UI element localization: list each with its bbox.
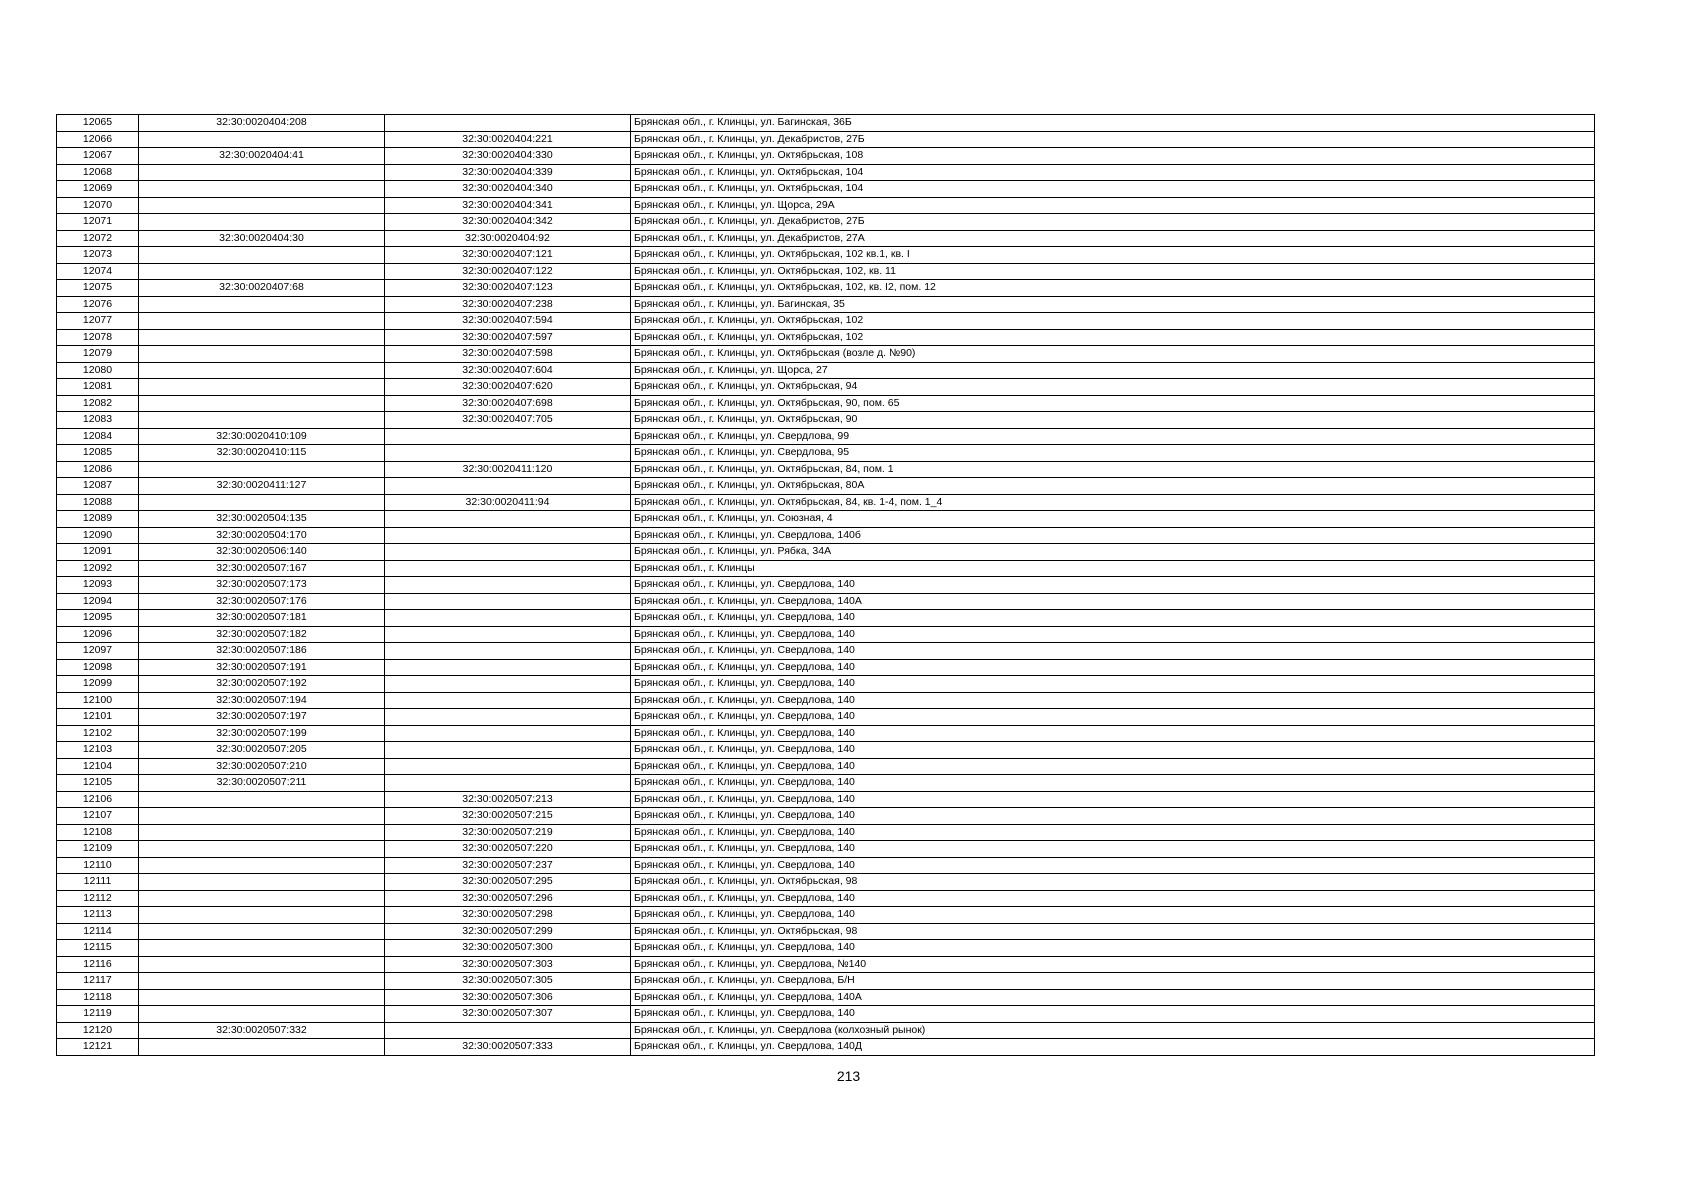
table-row [57,511,1595,528]
row-number-cell: 12117 [57,973,139,990]
row-number-cell: 12098 [57,659,139,676]
table-row [57,676,1595,693]
related-cadastral-number-cell [385,1022,631,1039]
related-cadastral-number-cell: 32:30:0020507:296 [385,890,631,907]
row-number-cell: 12080 [57,362,139,379]
cadastral-number-cell: 32:30:0020410:109 [139,428,385,445]
table-row [57,115,1595,132]
cadastral-number-cell [139,923,385,940]
address-cell: Брянская обл., г. Клинцы, ул. Свердлова, 140 [631,676,1595,693]
address-cell: Брянская обл., г. Клинцы, ул. Свердлова, 140 [631,643,1595,660]
address-cell: Брянская обл., г. Клинцы, ул. Свердлова, 95 [631,445,1595,462]
related-cadastral-number-cell [385,544,631,561]
cadastral-number-cell: 32:30:0020507:182 [139,626,385,643]
cadastral-number-cell: 32:30:0020507:173 [139,577,385,594]
cadastral-number-cell [139,362,385,379]
cadastral-number-cell: 32:30:0020507:192 [139,676,385,693]
table-row [57,280,1595,297]
row-number-cell: 12083 [57,412,139,429]
cadastral-number-cell [139,247,385,264]
row-number-cell: 12094 [57,593,139,610]
address-cell: Брянская обл., г. Клинцы, ул. Свердлова, 140 [631,725,1595,742]
row-number-cell: 12113 [57,907,139,924]
row-number-cell: 12100 [57,692,139,709]
row-number-cell: 12084 [57,428,139,445]
cadastral-number-cell: 32:30:0020507:199 [139,725,385,742]
row-number-cell: 12075 [57,280,139,297]
address-cell: Брянская обл., г. Клинцы, ул. Октябрьская, 102 [631,313,1595,330]
address-cell: Брянская обл., г. Клинцы, ул. Свердлова, 140 [631,857,1595,874]
related-cadastral-number-cell: 32:30:0020507:220 [385,841,631,858]
address-cell: Брянская обл., г. Клинцы, ул. Свердлова, 140Д [631,1039,1595,1056]
row-number-cell: 12095 [57,610,139,627]
table-row [57,329,1595,346]
table-row [57,1006,1595,1023]
table-row [57,478,1595,495]
row-number-cell: 12106 [57,791,139,808]
table-body [57,115,1595,1056]
table-row [57,395,1595,412]
row-number-cell: 12078 [57,329,139,346]
row-number-cell: 12076 [57,296,139,313]
address-cell: Брянская обл., г. Клинцы, ул. Щорса, 27 [631,362,1595,379]
row-number-cell: 12105 [57,775,139,792]
row-number-cell: 12070 [57,197,139,214]
page-number: 213 [836,1068,861,1084]
related-cadastral-number-cell [385,428,631,445]
address-cell: Брянская обл., г. Клинцы [631,560,1595,577]
related-cadastral-number-cell: 32:30:0020411:120 [385,461,631,478]
table-row [57,758,1595,775]
address-cell: Брянская обл., г. Клинцы, ул. Свердлова, 140 [631,940,1595,957]
row-number-cell: 12066 [57,131,139,148]
cadastral-number-cell: 32:30:0020411:127 [139,478,385,495]
address-cell: Брянская обл., г. Клинцы, ул. Октябрьская, 84, пом. 1 [631,461,1595,478]
row-number-cell: 12104 [57,758,139,775]
address-cell: Брянская обл., г. Клинцы, ул. Октябрьская, 90, пом. 65 [631,395,1595,412]
table-row [57,742,1595,759]
table-row [57,659,1595,676]
cadastral-number-cell: 32:30:0020507:197 [139,709,385,726]
cadastral-number-cell: 32:30:0020507:191 [139,659,385,676]
address-cell: Брянская обл., г. Клинцы, ул. Свердлова (колхозный рынок) [631,1022,1595,1039]
row-number-cell: 12096 [57,626,139,643]
related-cadastral-number-cell [385,115,631,132]
address-cell: Брянская обл., г. Клинцы, ул. Свердлова, 140 [631,692,1595,709]
related-cadastral-number-cell [385,445,631,462]
cadastral-number-cell [139,197,385,214]
cadastral-number-cell [139,890,385,907]
row-number-cell: 12069 [57,181,139,198]
row-number-cell: 12118 [57,989,139,1006]
cadastral-number-cell: 32:30:0020504:135 [139,511,385,528]
row-number-cell: 12101 [57,709,139,726]
row-number-cell: 12092 [57,560,139,577]
cadastral-number-cell [139,874,385,891]
related-cadastral-number-cell: 32:30:0020507:300 [385,940,631,957]
table-row [57,197,1595,214]
address-cell: Брянская обл., г. Клинцы, ул. Свердлова, 140 [631,626,1595,643]
related-cadastral-number-cell: 32:30:0020407:705 [385,412,631,429]
table-row [57,626,1595,643]
table-row [57,461,1595,478]
related-cadastral-number-cell: 32:30:0020407:604 [385,362,631,379]
row-number-cell: 12119 [57,1006,139,1023]
table-row [57,989,1595,1006]
address-cell: Брянская обл., г. Клинцы, ул. Свердлова, №140 [631,956,1595,973]
row-number-cell: 12103 [57,742,139,759]
address-cell: Брянская обл., г. Клинцы, ул. Свердлова, 140 [631,841,1595,858]
row-number-cell: 12077 [57,313,139,330]
address-cell: Брянская обл., г. Клинцы, ул. Рябка, 34А [631,544,1595,561]
address-cell: Брянская обл., г. Клинцы, ул. Свердлова, 99 [631,428,1595,445]
table-row [57,560,1595,577]
address-cell: Брянская обл., г. Клинцы, ул. Свердлова, 140 [631,758,1595,775]
table-row [57,544,1595,561]
row-number-cell: 12071 [57,214,139,231]
related-cadastral-number-cell [385,775,631,792]
cadastral-number-cell [139,857,385,874]
cadastral-number-cell [139,940,385,957]
row-number-cell: 12081 [57,379,139,396]
table-row [57,874,1595,891]
address-cell: Брянская обл., г. Клинцы, ул. Свердлова, 140 [631,577,1595,594]
related-cadastral-number-cell: 32:30:0020407:597 [385,329,631,346]
related-cadastral-number-cell: 32:30:0020407:620 [385,379,631,396]
address-cell: Брянская обл., г. Клинцы, ул. Свердлова, 140 [631,742,1595,759]
row-number-cell: 12091 [57,544,139,561]
table-row [57,940,1595,957]
table-row [57,230,1595,247]
address-cell: Брянская обл., г. Клинцы, ул. Свердлова, Б/Н [631,973,1595,990]
table-row [57,164,1595,181]
cadastral-number-cell: 32:30:0020506:140 [139,544,385,561]
cadastral-number-cell [139,824,385,841]
related-cadastral-number-cell [385,758,631,775]
row-number-cell: 12067 [57,148,139,165]
table-row [57,692,1595,709]
related-cadastral-number-cell: 32:30:0020507:237 [385,857,631,874]
table-row [57,610,1595,627]
row-number-cell: 12111 [57,874,139,891]
table-row [57,775,1595,792]
address-cell: Брянская обл., г. Клинцы, ул. Октябрьская, 104 [631,164,1595,181]
cadastral-table [56,114,1595,1056]
row-number-cell: 12102 [57,725,139,742]
address-cell: Брянская обл., г. Клинцы, ул. Свердлова, 140 [631,1006,1595,1023]
cadastral-number-cell [139,841,385,858]
row-number-cell: 12116 [57,956,139,973]
table-row [57,296,1595,313]
address-cell: Брянская обл., г. Клинцы, ул. Декабристов, 27А [631,230,1595,247]
row-number-cell: 12093 [57,577,139,594]
related-cadastral-number-cell: 32:30:0020407:123 [385,280,631,297]
address-cell: Брянская обл., г. Клинцы, ул. Октябрьская, 102, кв. I2, пом. 12 [631,280,1595,297]
cadastral-number-cell [139,164,385,181]
row-number-cell: 12065 [57,115,139,132]
table-row [57,907,1595,924]
address-cell: Брянская обл., г. Клинцы, ул. Октябрьская, 98 [631,923,1595,940]
address-cell: Брянская обл., г. Клинцы, ул. Багинская, 35 [631,296,1595,313]
address-cell: Брянская обл., г. Клинцы, ул. Свердлова, 140б [631,527,1595,544]
address-cell: Брянская обл., г. Клинцы, ул. Свердлова, 140 [631,890,1595,907]
related-cadastral-number-cell [385,626,631,643]
related-cadastral-number-cell: 32:30:0020404:330 [385,148,631,165]
related-cadastral-number-cell [385,692,631,709]
related-cadastral-number-cell [385,610,631,627]
table-row [57,494,1595,511]
address-cell: Брянская обл., г. Клинцы, ул. Свердлова, 140 [631,610,1595,627]
cadastral-number-cell: 32:30:0020404:30 [139,230,385,247]
related-cadastral-number-cell [385,593,631,610]
related-cadastral-number-cell: 32:30:0020404:340 [385,181,631,198]
cadastral-number-cell: 32:30:0020404:208 [139,115,385,132]
related-cadastral-number-cell [385,577,631,594]
cadastral-number-cell: 32:30:0020407:68 [139,280,385,297]
cadastral-number-cell: 32:30:0020507:181 [139,610,385,627]
address-cell: Брянская обл., г. Клинцы, ул. Союзная, 4 [631,511,1595,528]
table-row [57,973,1595,990]
table-row [57,445,1595,462]
related-cadastral-number-cell: 32:30:0020404:339 [385,164,631,181]
address-cell: Брянская обл., г. Клинцы, ул. Октябрьская, 90 [631,412,1595,429]
row-number-cell: 12085 [57,445,139,462]
address-cell: Брянская обл., г. Клинцы, ул. Октябрьская, 102, кв. 11 [631,263,1595,280]
table-row [57,709,1595,726]
cadastral-number-cell: 32:30:0020410:115 [139,445,385,462]
address-cell: Брянская обл., г. Клинцы, ул. Октябрьская, 108 [631,148,1595,165]
address-cell: Брянская обл., г. Клинцы, ул. Свердлова, 140 [631,709,1595,726]
address-cell: Брянская обл., г. Клинцы, ул. Октябрьская, 102 [631,329,1595,346]
related-cadastral-number-cell: 32:30:0020507:305 [385,973,631,990]
related-cadastral-number-cell [385,527,631,544]
cadastral-number-cell [139,395,385,412]
table-row [57,791,1595,808]
address-cell: Брянская обл., г. Клинцы, ул. Свердлова, 140А [631,989,1595,1006]
cadastral-number-cell [139,379,385,396]
cadastral-number-cell [139,296,385,313]
cadastral-number-cell: 32:30:0020507:211 [139,775,385,792]
cadastral-number-cell: 32:30:0020507:176 [139,593,385,610]
cadastral-number-cell [139,329,385,346]
row-number-cell: 12087 [57,478,139,495]
address-cell: Брянская обл., г. Клинцы, ул. Свердлова, 140 [631,775,1595,792]
address-cell: Брянская обл., г. Клинцы, ул. Декабристов, 27Б [631,214,1595,231]
table-row [57,890,1595,907]
related-cadastral-number-cell [385,709,631,726]
table-row [57,956,1595,973]
cadastral-number-cell [139,956,385,973]
table-row [57,808,1595,825]
row-number-cell: 12099 [57,676,139,693]
row-number-cell: 12108 [57,824,139,841]
related-cadastral-number-cell: 32:30:0020407:122 [385,263,631,280]
address-cell: Брянская обл., г. Клинцы, ул. Октябрьская, 98 [631,874,1595,891]
table-row [57,857,1595,874]
cadastral-number-cell [139,907,385,924]
row-number-cell: 12112 [57,890,139,907]
related-cadastral-number-cell: 32:30:0020407:698 [385,395,631,412]
address-cell: Брянская обл., г. Клинцы, ул. Свердлова, 140 [631,659,1595,676]
cadastral-number-cell: 32:30:0020507:210 [139,758,385,775]
table-row [57,181,1595,198]
cadastral-number-cell: 32:30:0020507:186 [139,643,385,660]
related-cadastral-number-cell [385,742,631,759]
related-cadastral-number-cell [385,725,631,742]
address-cell: Брянская обл., г. Клинцы, ул. Октябрьская, 80А [631,478,1595,495]
row-number-cell: 12121 [57,1039,139,1056]
table-row [57,841,1595,858]
row-number-cell: 12115 [57,940,139,957]
address-cell: Брянская обл., г. Клинцы, ул. Свердлова, 140 [631,907,1595,924]
table-row [57,214,1595,231]
related-cadastral-number-cell: 32:30:0020507:307 [385,1006,631,1023]
row-number-cell: 12082 [57,395,139,412]
cadastral-number-cell [139,263,385,280]
row-number-cell: 12068 [57,164,139,181]
related-cadastral-number-cell [385,643,631,660]
row-number-cell: 12073 [57,247,139,264]
table-row [57,148,1595,165]
row-number-cell: 12090 [57,527,139,544]
table-row [57,428,1595,445]
related-cadastral-number-cell: 32:30:0020507:213 [385,791,631,808]
table-row [57,593,1595,610]
address-cell: Брянская обл., г. Клинцы, ул. Октябрьская, 94 [631,379,1595,396]
address-cell: Брянская обл., г. Клинцы, ул. Октябрьская, 104 [631,181,1595,198]
cadastral-number-cell [139,1039,385,1056]
related-cadastral-number-cell: 32:30:0020404:341 [385,197,631,214]
address-cell: Брянская обл., г. Клинцы, ул. Свердлова, 140 [631,824,1595,841]
related-cadastral-number-cell: 32:30:0020407:238 [385,296,631,313]
table-row [57,412,1595,429]
address-cell: Брянская обл., г. Клинцы, ул. Октябрьская (возле д. №90) [631,346,1595,363]
related-cadastral-number-cell: 32:30:0020507:295 [385,874,631,891]
row-number-cell: 12074 [57,263,139,280]
row-number-cell: 12089 [57,511,139,528]
cadastral-number-cell [139,346,385,363]
address-cell: Брянская обл., г. Клинцы, ул. Свердлова, 140 [631,808,1595,825]
address-cell: Брянская обл., г. Клинцы, ул. Свердлова, 140А [631,593,1595,610]
table-row [57,247,1595,264]
row-number-cell: 12120 [57,1022,139,1039]
related-cadastral-number-cell [385,511,631,528]
table-row [57,824,1595,841]
row-number-cell: 12072 [57,230,139,247]
cadastral-number-cell [139,1006,385,1023]
related-cadastral-number-cell [385,560,631,577]
table-row [57,1039,1595,1056]
related-cadastral-number-cell: 32:30:0020507:298 [385,907,631,924]
related-cadastral-number-cell [385,676,631,693]
table-row [57,263,1595,280]
table-row [57,725,1595,742]
address-cell: Брянская обл., г. Клинцы, ул. Багинская, 36Б [631,115,1595,132]
cadastral-number-cell: 32:30:0020507:332 [139,1022,385,1039]
cadastral-number-cell [139,494,385,511]
cadastral-number-cell [139,313,385,330]
table-row [57,346,1595,363]
address-cell: Брянская обл., г. Клинцы, ул. Свердлова, 140 [631,791,1595,808]
table-row [57,313,1595,330]
related-cadastral-number-cell: 32:30:0020407:594 [385,313,631,330]
row-number-cell: 12110 [57,857,139,874]
related-cadastral-number-cell: 32:30:0020507:299 [385,923,631,940]
row-number-cell: 12114 [57,923,139,940]
related-cadastral-number-cell: 32:30:0020404:342 [385,214,631,231]
table-row [57,131,1595,148]
related-cadastral-number-cell: 32:30:0020411:94 [385,494,631,511]
related-cadastral-number-cell: 32:30:0020507:219 [385,824,631,841]
table-row [57,362,1595,379]
related-cadastral-number-cell: 32:30:0020507:306 [385,989,631,1006]
row-number-cell: 12107 [57,808,139,825]
table-row [57,643,1595,660]
row-number-cell: 12109 [57,841,139,858]
cadastral-number-cell [139,412,385,429]
cadastral-number-cell [139,461,385,478]
cadastral-number-cell: 32:30:0020504:170 [139,527,385,544]
table-row [57,577,1595,594]
cadastral-number-cell [139,808,385,825]
cadastral-number-cell [139,989,385,1006]
related-cadastral-number-cell: 32:30:0020404:221 [385,131,631,148]
cadastral-number-cell [139,181,385,198]
cadastral-number-cell [139,973,385,990]
row-number-cell: 12086 [57,461,139,478]
cadastral-number-cell: 32:30:0020507:167 [139,560,385,577]
address-cell: Брянская обл., г. Клинцы, ул. Октябрьская, 102 кв.1, кв. I [631,247,1595,264]
related-cadastral-number-cell [385,659,631,676]
address-cell: Брянская обл., г. Клинцы, ул. Октябрьская, 84, кв. 1-4, пом. 1_4 [631,494,1595,511]
row-number-cell: 12097 [57,643,139,660]
related-cadastral-number-cell: 32:30:0020407:598 [385,346,631,363]
cadastral-number-cell: 32:30:0020507:194 [139,692,385,709]
cadastral-number-cell [139,131,385,148]
table-row [57,1022,1595,1039]
related-cadastral-number-cell [385,478,631,495]
cadastral-number-cell: 32:30:0020507:205 [139,742,385,759]
row-number-cell: 12079 [57,346,139,363]
related-cadastral-number-cell: 32:30:0020507:215 [385,808,631,825]
related-cadastral-number-cell: 32:30:0020407:121 [385,247,631,264]
table-row [57,527,1595,544]
cadastral-number-cell: 32:30:0020404:41 [139,148,385,165]
table-row [57,923,1595,940]
related-cadastral-number-cell: 32:30:0020404:92 [385,230,631,247]
row-number-cell: 12088 [57,494,139,511]
cadastral-number-cell [139,791,385,808]
related-cadastral-number-cell: 32:30:0020507:303 [385,956,631,973]
related-cadastral-number-cell: 32:30:0020507:333 [385,1039,631,1056]
address-cell: Брянская обл., г. Клинцы, ул. Декабристов, 27Б [631,131,1595,148]
cadastral-number-cell [139,214,385,231]
table-row [57,379,1595,396]
address-cell: Брянская обл., г. Клинцы, ул. Щорса, 29А [631,197,1595,214]
